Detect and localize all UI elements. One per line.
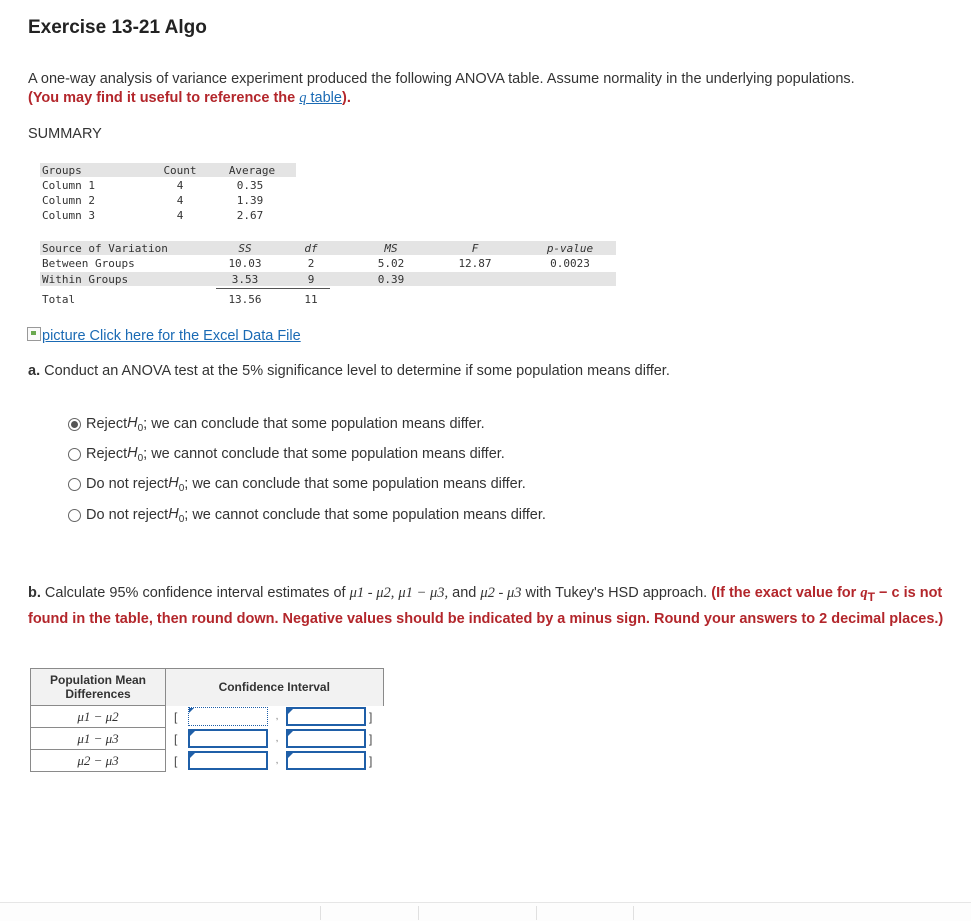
anova-ss: 10.03 — [228, 257, 262, 270]
close-bracket: ] — [369, 753, 373, 768]
option-text-pre: Reject — [86, 446, 128, 463]
anova-header-ms: MS — [384, 242, 398, 255]
ci-lower-input[interactable] — [188, 751, 268, 770]
intro-text: A one-way analysis of variance experiment produced the following ANOVA table. Assume normality in the underlying populations. — [28, 71, 855, 87]
anova-source: Between Groups — [42, 257, 135, 270]
option-reject-cannot[interactable] — [68, 445, 505, 464]
radio-selected-icon[interactable] — [68, 418, 81, 431]
q-table-link[interactable] — [299, 90, 342, 106]
anova-f: 12.87 — [458, 257, 492, 270]
row-label: μ1 − μ3 — [31, 728, 166, 750]
comma: , — [275, 733, 279, 744]
ci-lower-input[interactable] — [188, 729, 268, 748]
anova-header-p-value: p-value — [546, 242, 594, 255]
ci-upper-input[interactable] — [286, 751, 366, 770]
option-reject-can[interactable] — [68, 415, 485, 434]
bottom-toolbar — [0, 902, 971, 921]
anova-source: Within Groups — [42, 273, 129, 286]
toolbar-divider — [418, 906, 419, 920]
toolbar-divider — [633, 906, 634, 920]
close-bracket: ] — [369, 731, 373, 746]
summary-average: 0.35 — [236, 179, 264, 192]
part-b-instructions: (If the exact value for $q_T - c$ is not found in the table, then round down. Negative values should be indicated by a minus sign. Round your answers to 2 decimal places.) — [28, 585, 944, 627]
summary-count: 4 — [176, 179, 184, 192]
option-not-reject-cannot[interactable] — [68, 506, 546, 525]
anova-header-f: F — [471, 242, 479, 255]
summary-header-average: Average — [228, 164, 276, 177]
broken-picture-icon — [27, 327, 41, 341]
anova-ms: 5.02 — [377, 257, 405, 270]
toolbar-divider — [320, 906, 321, 920]
option-text-pre: Do not reject — [86, 507, 169, 524]
part-b-text2: with Tukey's HSD approach. — [521, 585, 712, 601]
close-bracket: ] — [369, 709, 373, 724]
q-letter: q — [299, 90, 307, 106]
ci-upper-input[interactable] — [286, 707, 366, 726]
option-text-post: ; we can conclude that some population means differ. — [143, 416, 485, 433]
comma: , — [275, 711, 279, 722]
anova-df: 9 — [307, 273, 315, 286]
anova-ss: 3.53 — [231, 273, 259, 286]
q-table-note — [28, 90, 351, 107]
summary-header-count: Count — [163, 164, 197, 177]
part-b-question — [28, 582, 968, 630]
anova-source: Total — [42, 293, 76, 306]
option-not-reject-can[interactable] — [68, 475, 526, 494]
open-bracket: [ — [174, 709, 178, 724]
excel-data-file-link[interactable] — [27, 327, 301, 344]
part-a-text: Conduct an ANOVA test at the 5% significance level to determine if some population means differ. — [40, 363, 670, 379]
anova-p-value: 0.0023 — [550, 257, 590, 270]
h0-symbol: $H_0$ — [168, 475, 185, 494]
summary-average: 2.67 — [236, 209, 264, 222]
row-label: μ2 − μ3 — [31, 750, 166, 772]
note-prefix: (You may find it useful to reference the — [28, 90, 300, 106]
h0-symbol: $H_0$ — [127, 415, 144, 434]
note-suffix: ). — [341, 90, 351, 106]
excel-link-text: picture Click here for the Excel Data File — [42, 328, 301, 344]
summary-average: 1.39 — [236, 194, 264, 207]
summary-group-name: Column 2 — [42, 194, 95, 207]
option-text-pre: Do not reject — [86, 476, 169, 493]
expr-mu1-mu2: μ1 - μ2, — [349, 585, 395, 601]
summary-label: SUMMARY — [28, 126, 102, 142]
part-b-label: b. — [28, 585, 41, 601]
summary-header-groups: Groups — [42, 164, 82, 177]
part-a-label: a. — [28, 363, 41, 379]
anova-ss: 13.56 — [228, 293, 262, 306]
anova-header-ss: SS — [238, 242, 252, 255]
total-divider — [216, 288, 330, 289]
confidence-interval-table — [30, 668, 384, 772]
summary-count: 4 — [176, 209, 184, 222]
anova-df: 2 — [307, 257, 315, 270]
part-b-text1: Calculate 95% confidence interval estimates of — [40, 585, 350, 601]
ci-lower-input[interactable] — [188, 707, 268, 726]
anova-header-df: df — [304, 242, 318, 255]
row-label: μ1 − μ2 — [31, 706, 166, 728]
radio-icon[interactable] — [68, 478, 81, 491]
header-population-mean-differences: Population Mean Differences — [31, 669, 166, 706]
summary-count: 4 — [176, 194, 184, 207]
open-bracket: [ — [174, 731, 178, 746]
anova-header-source: Source of Variation — [42, 242, 168, 255]
option-text-pre: Reject — [86, 416, 128, 433]
ci-upper-input[interactable] — [286, 729, 366, 748]
expr-mu2-mu3: μ2 - μ3 — [480, 585, 522, 601]
option-text-post: ; we cannot conclude that some population means differ. — [143, 446, 505, 463]
open-bracket: [ — [174, 753, 178, 768]
header-confidence-interval: Confidence Interval — [166, 669, 384, 706]
summary-group-name: Column 1 — [42, 179, 95, 192]
h0-symbol: $H_0$ — [168, 506, 185, 525]
q-table-link-text: table — [306, 90, 342, 106]
radio-icon[interactable] — [68, 509, 81, 522]
option-text-post: ; we cannot conclude that some population means differ. — [184, 507, 546, 524]
part-b-and: and — [448, 585, 481, 601]
page-title: Exercise 13-21 Algo — [28, 17, 207, 38]
expr-mu1-mu3: μ1 − μ3, — [398, 585, 449, 601]
toolbar-divider — [536, 906, 537, 920]
option-text-post: ; we can conclude that some population means differ. — [184, 476, 526, 493]
summary-group-name: Column 3 — [42, 209, 95, 222]
radio-icon[interactable] — [68, 448, 81, 461]
part-a-question — [28, 363, 670, 379]
comma: , — [275, 755, 279, 766]
anova-df: 11 — [304, 293, 318, 306]
h0-symbol: $H_0$ — [127, 445, 144, 464]
anova-ms: 0.39 — [377, 273, 405, 286]
